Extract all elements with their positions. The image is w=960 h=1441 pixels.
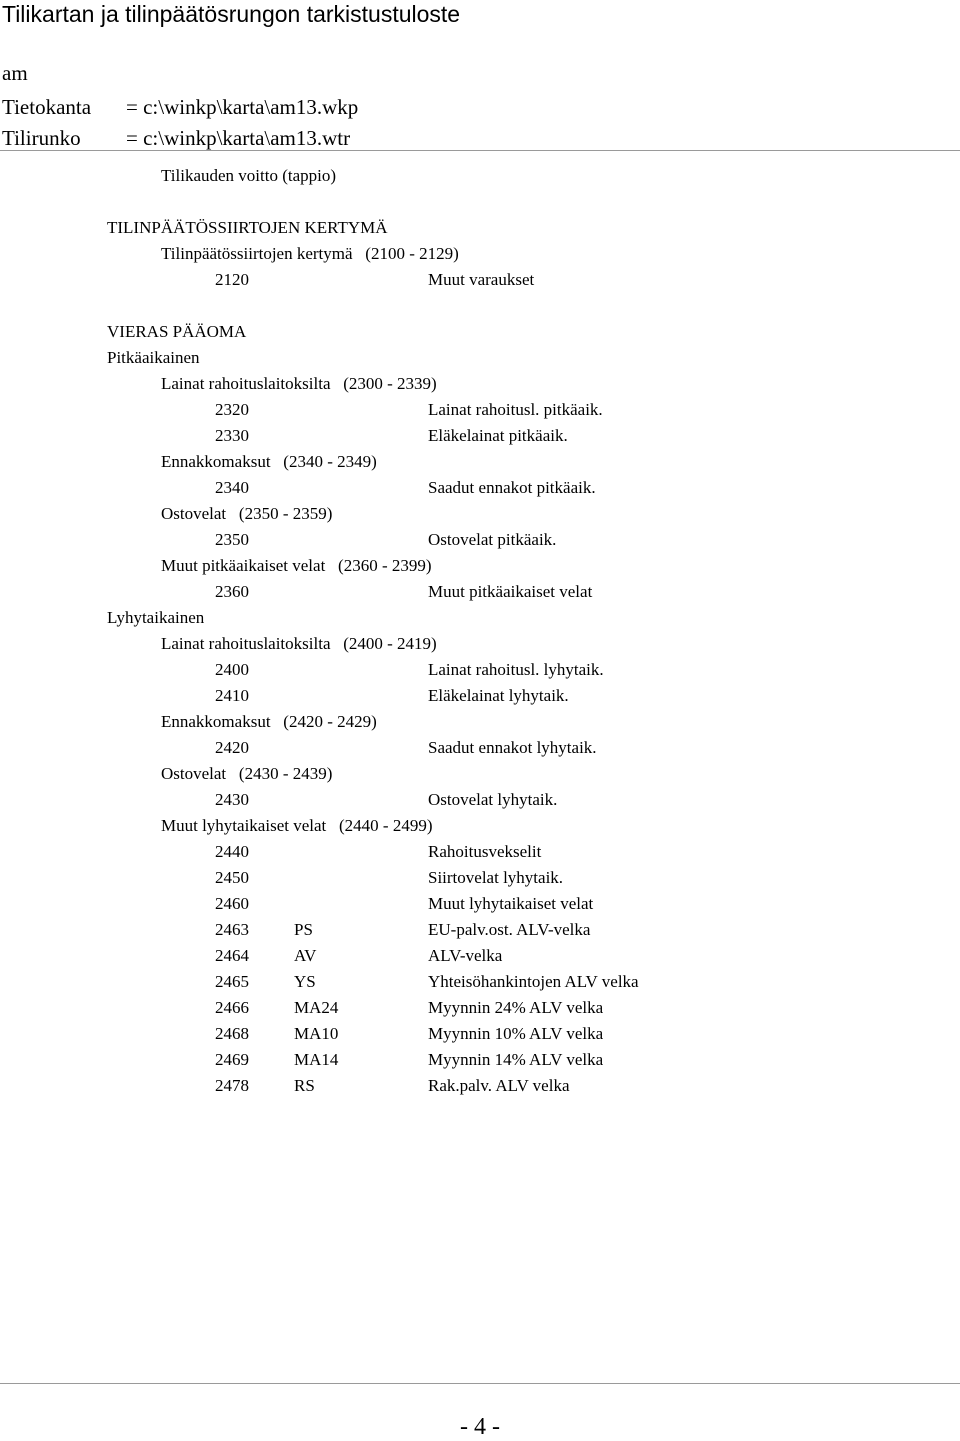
group-heading-text: Muut pitkäaikaiset velat (2360 - 2399): [161, 556, 432, 575]
account-name: Myynnin 14% ALV velka: [428, 1050, 604, 1069]
vat-code: PS: [294, 920, 313, 939]
account-number: 2350: [215, 530, 249, 549]
account-row: [0, 865, 960, 891]
vat-code: AV: [294, 946, 317, 965]
group-heading-text: VIERAS PÄÄOMA: [107, 322, 247, 341]
group-heading: [0, 605, 960, 631]
account-name: Muut varaukset: [428, 270, 535, 289]
account-name: Saadut ennakot pitkäaik.: [428, 478, 596, 497]
account-row: [0, 397, 960, 423]
account-row: [0, 787, 960, 813]
account-row: [0, 657, 960, 683]
account-number: 2464: [215, 946, 249, 965]
account-number: 2460: [215, 894, 249, 913]
database-label: Tietokanta: [2, 95, 92, 119]
group-heading: [0, 371, 960, 397]
account-row: [0, 1073, 960, 1099]
group-heading-text: Muut lyhytaikaiset velat (2440 - 2499): [161, 816, 433, 835]
group-heading-text: TILINPÄÄTÖSSIIRTOJEN KERTYMÄ: [107, 218, 388, 237]
group-heading: [0, 319, 960, 345]
group-heading: [0, 813, 960, 839]
account-row: [0, 969, 960, 995]
account-name: Saadut ennakot lyhytaik.: [428, 738, 597, 757]
page-title: Tilikartan ja tilinpäätösrungon tarkistustuloste: [2, 1, 461, 27]
page-number: - 4 -: [460, 1414, 500, 1440]
vat-code: MA14: [294, 1050, 339, 1069]
group-heading-text: Tilikauden voitto (tappio): [161, 166, 337, 185]
account-name: Lainat rahoitusl. pitkäaik.: [428, 400, 603, 419]
vat-code: RS: [294, 1076, 315, 1095]
account-name: EU-palv.ost. ALV-velka: [428, 920, 591, 939]
account-row: [0, 579, 960, 605]
vat-code: MA10: [294, 1024, 339, 1043]
footer-divider: [0, 1383, 960, 1384]
account-number: 2430: [215, 790, 249, 809]
database-path: = c:\winkp\karta\am13.wkp: [126, 95, 359, 119]
group-heading-text: Ostovelat (2350 - 2359): [161, 504, 333, 523]
group-heading: [0, 501, 960, 527]
account-number: 2320: [215, 400, 249, 419]
group-heading-text: Lainat rahoituslaitoksilta (2400 - 2419): [161, 634, 437, 653]
account-row: [0, 1021, 960, 1047]
account-name: Myynnin 10% ALV velka: [428, 1024, 604, 1043]
account-number: 2410: [215, 686, 249, 705]
account-row: [0, 527, 960, 553]
account-row: [0, 995, 960, 1021]
account-row: [0, 423, 960, 449]
account-number: 2330: [215, 426, 249, 445]
account-row: [0, 1047, 960, 1073]
account-number: 2450: [215, 868, 249, 887]
account-number: 2468: [215, 1024, 249, 1043]
account-row: [0, 267, 960, 293]
account-number: 2420: [215, 738, 249, 757]
account-name: Rak.palv. ALV velka: [428, 1076, 570, 1095]
chart-path: = c:\winkp\karta\am13.wtr: [126, 126, 351, 150]
account-number: 2466: [215, 998, 249, 1017]
account-row: [0, 917, 960, 943]
vat-code: MA24: [294, 998, 339, 1017]
account-number: 2478: [215, 1076, 249, 1095]
account-row: [0, 475, 960, 501]
group-heading: [0, 761, 960, 787]
group-heading: [0, 215, 960, 241]
account-name: Siirtovelat lyhytaik.: [428, 868, 564, 887]
group-heading-text: Lainat rahoituslaitoksilta (2300 - 2339): [161, 374, 437, 393]
account-name: Rahoitusvekselit: [428, 842, 542, 861]
account-name: ALV-velka: [428, 946, 503, 965]
vat-code: YS: [294, 972, 316, 991]
group-heading: [0, 449, 960, 475]
account-name: Myynnin 24% ALV velka: [428, 998, 604, 1017]
account-row: [0, 839, 960, 865]
account-name: Eläkelainat pitkäaik.: [428, 426, 568, 445]
account-number: 2465: [215, 972, 249, 991]
account-number: 2400: [215, 660, 249, 679]
account-name: Ostovelat pitkäaik.: [428, 530, 557, 549]
account-name: Eläkelainat lyhytaik.: [428, 686, 569, 705]
account-number: 2463: [215, 920, 249, 939]
account-name: Muut pitkäaikaiset velat: [428, 582, 593, 601]
group-heading: [0, 631, 960, 657]
chart-label: Tilirunko: [2, 126, 81, 150]
group-heading-text: Ennakkomaksut (2340 - 2349): [161, 452, 377, 471]
group-heading: [0, 345, 960, 371]
account-number: 2440: [215, 842, 249, 861]
account-name: Ostovelat lyhytaik.: [428, 790, 558, 809]
account-name: Lainat rahoitusl. lyhytaik.: [428, 660, 604, 679]
group-heading: [0, 553, 960, 579]
group-heading-text: Ennakkomaksut (2420 - 2429): [161, 712, 377, 731]
account-number: 2120: [215, 270, 249, 289]
company-name: am: [2, 61, 28, 85]
account-row: [0, 943, 960, 969]
account-name: Muut lyhytaikaiset velat: [428, 894, 594, 913]
account-number: 2340: [215, 478, 249, 497]
account-row: [0, 683, 960, 709]
group-heading: [0, 241, 960, 267]
account-row: [0, 891, 960, 917]
account-number: 2360: [215, 582, 249, 601]
header-divider: [0, 150, 960, 151]
group-heading-text: Tilinpäätössiirtojen kertymä (2100 - 2129): [161, 244, 459, 263]
account-number: 2469: [215, 1050, 249, 1069]
group-heading: [0, 163, 960, 189]
account-name: Yhteisöhankintojen ALV velka: [428, 972, 639, 991]
group-heading-text: Ostovelat (2430 - 2439): [161, 764, 333, 783]
account-row: [0, 735, 960, 761]
group-heading-text: Lyhytaikainen: [107, 608, 205, 627]
group-heading: [0, 709, 960, 735]
group-heading-text: Pitkäaikainen: [107, 348, 200, 367]
